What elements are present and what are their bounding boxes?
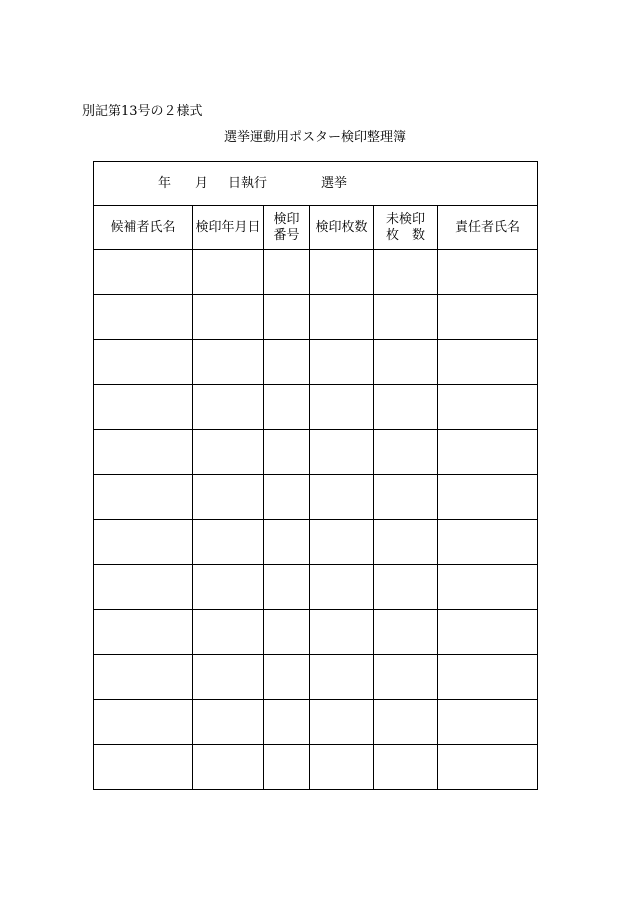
stamp-date-cell[interactable] xyxy=(193,610,264,655)
header-stamp-date-label: 検印年月日 xyxy=(195,219,261,235)
stamped-count-cell[interactable] xyxy=(310,250,374,295)
unstamped-count-cell[interactable] xyxy=(374,655,438,700)
stamp-date-cell[interactable] xyxy=(193,520,264,565)
header-candidate-name xyxy=(94,206,193,250)
election-info-row xyxy=(94,162,538,206)
header-stamped-count-label: 検印枚数 xyxy=(315,219,368,235)
stamp-number-cell[interactable] xyxy=(264,340,310,385)
table-row xyxy=(94,565,538,610)
header-stamp-number-line2: 番号 xyxy=(273,227,300,243)
stamp-number-cell[interactable] xyxy=(264,475,310,520)
responsible-name-cell[interactable] xyxy=(438,475,538,520)
unstamped-count-cell[interactable] xyxy=(374,745,438,790)
stamp-number-cell[interactable] xyxy=(264,385,310,430)
table-row xyxy=(94,385,538,430)
stamp-date-cell[interactable] xyxy=(193,295,264,340)
unstamped-count-cell[interactable] xyxy=(374,700,438,745)
table-row xyxy=(94,340,538,385)
table-row xyxy=(94,250,538,295)
header-stamp-number xyxy=(264,206,310,250)
form-number-label: 別記第13号の２様式 xyxy=(82,104,203,119)
stamp-date-cell[interactable] xyxy=(193,340,264,385)
stamp-date-cell[interactable] xyxy=(193,250,264,295)
candidate-name-cell[interactable] xyxy=(94,295,193,340)
responsible-name-cell[interactable] xyxy=(438,565,538,610)
table-row xyxy=(94,745,538,790)
unstamped-count-cell[interactable] xyxy=(374,250,438,295)
stamp-number-cell[interactable] xyxy=(264,700,310,745)
stamped-count-cell[interactable] xyxy=(310,700,374,745)
column-header-row xyxy=(94,206,538,250)
stamp-date-cell[interactable] xyxy=(193,475,264,520)
stamp-number-cell[interactable] xyxy=(264,610,310,655)
stamp-date-cell[interactable] xyxy=(193,385,264,430)
day-held-label: 日執行 xyxy=(228,175,268,191)
candidate-name-cell[interactable] xyxy=(94,340,193,385)
unstamped-count-cell[interactable] xyxy=(374,430,438,475)
election-info-cell xyxy=(94,162,538,206)
stamp-number-cell[interactable] xyxy=(264,250,310,295)
table-row xyxy=(94,475,538,520)
unstamped-count-cell[interactable] xyxy=(374,295,438,340)
responsible-name-cell[interactable] xyxy=(438,700,538,745)
table-row xyxy=(94,295,538,340)
stamped-count-cell[interactable] xyxy=(310,340,374,385)
stamp-date-cell[interactable] xyxy=(193,430,264,475)
header-stamp-date xyxy=(193,206,264,250)
table-row xyxy=(94,700,538,745)
candidate-name-cell[interactable] xyxy=(94,520,193,565)
responsible-name-cell[interactable] xyxy=(438,385,538,430)
stamped-count-cell[interactable] xyxy=(310,430,374,475)
table-row xyxy=(94,610,538,655)
poster-stamp-register-table xyxy=(93,161,538,790)
candidate-name-cell[interactable] xyxy=(94,430,193,475)
unstamped-count-cell[interactable] xyxy=(374,385,438,430)
unstamped-count-cell[interactable] xyxy=(374,340,438,385)
stamp-number-cell[interactable] xyxy=(264,745,310,790)
header-candidate-name-label: 候補者氏名 xyxy=(110,219,176,235)
stamp-number-cell[interactable] xyxy=(264,295,310,340)
stamped-count-cell[interactable] xyxy=(310,295,374,340)
document-title: 選挙運動用ポスター検印整理簿 xyxy=(223,130,406,145)
unstamped-count-cell[interactable] xyxy=(374,475,438,520)
unstamped-count-cell[interactable] xyxy=(374,610,438,655)
month-label: 月 xyxy=(195,175,209,191)
table-row xyxy=(94,655,538,700)
candidate-name-cell[interactable] xyxy=(94,700,193,745)
stamped-count-cell[interactable] xyxy=(310,565,374,610)
responsible-name-cell[interactable] xyxy=(438,655,538,700)
unstamped-count-cell[interactable] xyxy=(374,520,438,565)
header-responsible-name xyxy=(438,206,538,250)
year-label: 年 xyxy=(158,175,172,191)
stamped-count-cell[interactable] xyxy=(310,520,374,565)
header-responsible-name-label: 責任者氏名 xyxy=(455,219,521,235)
candidate-name-cell[interactable] xyxy=(94,655,193,700)
candidate-name-cell[interactable] xyxy=(94,610,193,655)
header-stamp-number-line1: 検印 xyxy=(273,211,300,227)
stamp-number-cell[interactable] xyxy=(264,655,310,700)
responsible-name-cell[interactable] xyxy=(438,340,538,385)
responsible-name-cell[interactable] xyxy=(438,610,538,655)
header-unstamped-count-line1: 未検印 xyxy=(385,211,425,227)
candidate-name-cell[interactable] xyxy=(94,475,193,520)
stamped-count-cell[interactable] xyxy=(310,475,374,520)
stamped-count-cell[interactable] xyxy=(310,385,374,430)
responsible-name-cell[interactable] xyxy=(438,745,538,790)
responsible-name-cell[interactable] xyxy=(438,250,538,295)
stamp-number-cell[interactable] xyxy=(264,565,310,610)
responsible-name-cell[interactable] xyxy=(438,520,538,565)
stamped-count-cell[interactable] xyxy=(310,610,374,655)
table-row xyxy=(94,430,538,475)
candidate-name-cell[interactable] xyxy=(94,385,193,430)
stamp-date-cell[interactable] xyxy=(193,700,264,745)
table-row xyxy=(94,520,538,565)
header-stamped-count xyxy=(310,206,374,250)
candidate-name-cell[interactable] xyxy=(94,745,193,790)
unstamped-count-cell[interactable] xyxy=(374,565,438,610)
election-label: 選挙 xyxy=(321,175,348,191)
stamp-number-cell[interactable] xyxy=(264,520,310,565)
header-unstamped-count xyxy=(374,206,438,250)
responsible-name-cell[interactable] xyxy=(438,430,538,475)
candidate-name-cell[interactable] xyxy=(94,250,193,295)
stamp-number-cell[interactable] xyxy=(264,430,310,475)
header-unstamped-count-line2: 枚 数 xyxy=(385,227,425,243)
stamped-count-cell[interactable] xyxy=(310,655,374,700)
responsible-name-cell[interactable] xyxy=(438,295,538,340)
stamped-count-cell[interactable] xyxy=(310,745,374,790)
candidate-name-cell[interactable] xyxy=(94,565,193,610)
stamp-date-cell[interactable] xyxy=(193,745,264,790)
stamp-date-cell[interactable] xyxy=(193,565,264,610)
stamp-date-cell[interactable] xyxy=(193,655,264,700)
